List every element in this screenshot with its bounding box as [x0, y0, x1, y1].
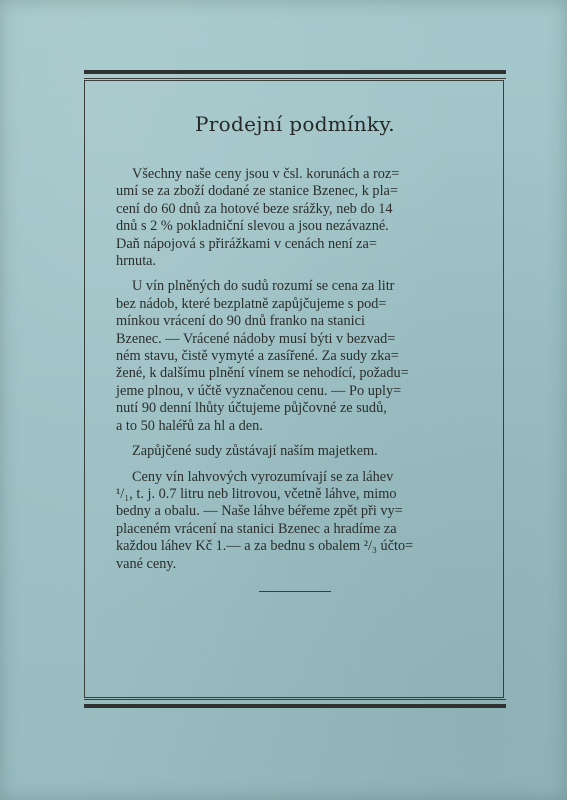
text-line: ¹/₁, t. j. 0.7 litru neb litrovou, včetně láhve, mimo: [116, 485, 397, 502]
text-line: Bzenec. — Vrácené nádoby musí býti v bezvad=: [116, 330, 396, 347]
text-line: dnů s 2 % pokladniční slevou a jsou nezávazné.: [116, 218, 389, 235]
text-line: Zapůjčené sudy zůstávají naším majetkem.: [132, 443, 378, 460]
text-line: Daň nápojová s přirážkami v cenách není za=: [116, 235, 377, 252]
text-line: žené, k dalšímu plnění vínem se nehodící, požadu=: [116, 365, 409, 382]
text-line: nutí 90 denní lhůty účtujeme půjčovné ze sudů,: [116, 400, 387, 417]
text-line: Všechny naše ceny jsou v čsl. korunách a roz=: [132, 166, 400, 182]
text-line: mínkou vrácení do 90 dnů franko na stanici: [116, 313, 365, 330]
text-line: bez nádob, které bezplatně zapůjčujeme s pod=: [116, 295, 387, 312]
bottom-double-rule: [84, 704, 506, 708]
document-body: [116, 112, 474, 592]
text-line: hrnuta.: [116, 253, 157, 270]
text-line: Ceny vín lahvových vyrozumívají se za láhev: [132, 468, 394, 485]
paragraph-ownership: [116, 443, 474, 460]
top-double-rule: [84, 70, 506, 74]
paragraph-bottles: [116, 469, 474, 573]
paragraph-prices: [116, 166, 474, 270]
text-line: vané ceny.: [116, 555, 177, 572]
text-line: placeném vrácení na stanici Bzenec a hradíme za: [116, 520, 397, 537]
text-line: ném stavu, čistě vymyté a zasířené. Za sudy zka=: [116, 348, 399, 365]
paragraph-barrels: [116, 278, 474, 435]
text-line: bedny a obalu. — Naše láhve béřeme zpět při vy=: [116, 503, 403, 520]
text-line: umí se za zboží dodané ze stanice Bzenec, k pla=: [116, 183, 398, 200]
closing-divider-rule: [259, 591, 331, 592]
text-line: cení do 60 dnů za hotové beze srážky, neb do 14: [116, 200, 393, 217]
text-line: a to 50 haléřů za hl a den.: [116, 417, 263, 434]
text-line: U vín plněných do sudů rozumí se cena za litr: [132, 278, 395, 295]
page-title: Prodejní podmínky.: [195, 112, 395, 136]
text-line: každou láhev Kč 1.— a za bednu s obalem ²/₃ účto=: [116, 538, 414, 555]
text-line: jeme plnou, v účtě vyznačenou cenu. — Po uply=: [116, 382, 402, 399]
